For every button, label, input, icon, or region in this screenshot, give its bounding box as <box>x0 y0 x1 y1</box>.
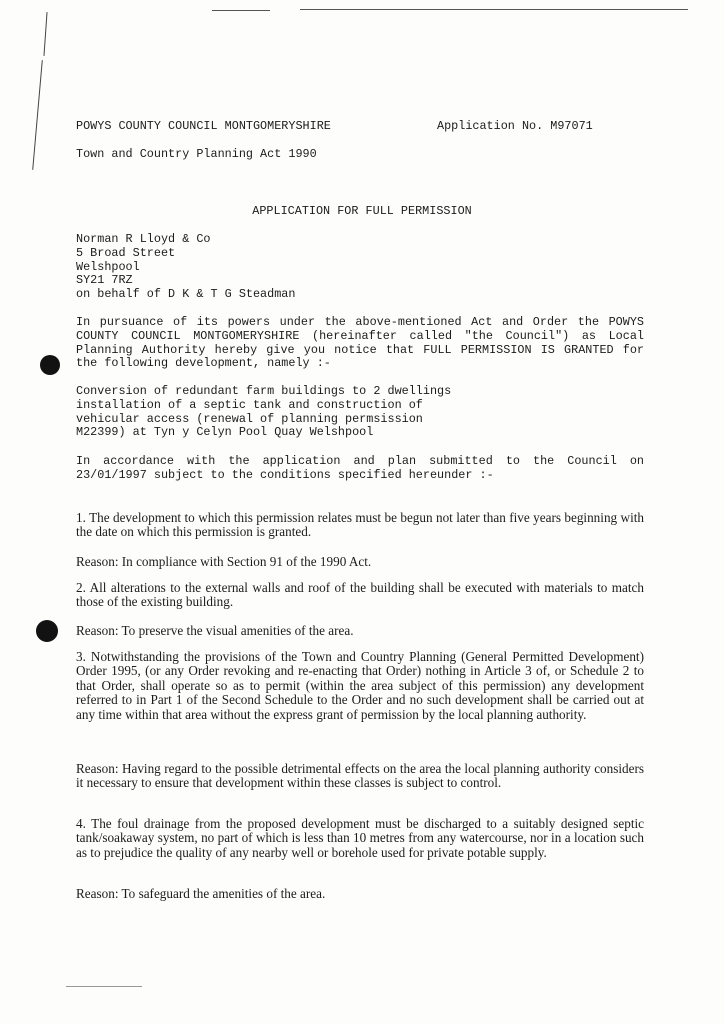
development-line: M22399) at Tyn y Celyn Pool Quay Welshpool <box>76 425 374 440</box>
top-scan-line <box>300 9 688 10</box>
top-scan-line <box>212 10 270 11</box>
document-title: APPLICATION FOR FULL PERMISSION <box>252 204 472 218</box>
development-line: installation of a septic tank and construction of <box>76 397 423 412</box>
address-line: Welshpool <box>76 259 140 274</box>
development-description <box>76 385 644 440</box>
condition-4: 4. The foul drainage from the proposed development must be discharged to a suitably designed septic tank/soakaway system, no part of which is less than 10 metres from any watercourse, nor in a location such as to prejudice the quality of any nearby well or borehole used for private potable supply. <box>76 816 644 860</box>
condition-3: 3. Notwithstanding the provisions of the Town and Country Planning (General Permitted Development) Order 1995, (or any Order revoking and re-enacting that Order) nothing in Article 3 of, or Schedule 2 to that Order, shall operate so as to permit (within the area subject of this permission) any development referred to in Part 1 of the Second Schedule to the Order and no such development shall be carried out at any time within that area without the express grant of permission by the local planning authority. <box>76 649 644 722</box>
binding-mark <box>43 12 47 56</box>
condition-4-reason: Reason: To safeguard the amenities of the area. <box>76 886 326 901</box>
address-line: Norman R Lloyd & Co <box>76 232 211 246</box>
address-line: 5 Broad Street <box>76 245 176 260</box>
development-line: vehicular access (renewal of planning permsission <box>76 411 423 426</box>
application-number: Application No. M97071 <box>437 119 593 133</box>
address-line: SY21 7RZ <box>76 273 133 288</box>
punch-hole <box>36 620 58 642</box>
development-line: Conversion of redundant farm buildings to 2 dwellings <box>76 384 452 398</box>
condition-1: 1. The development to which this permission relates must be begun not later than five years beginning with the date on which this permission is granted. <box>76 510 644 540</box>
bottom-scan-line <box>66 986 142 987</box>
condition-2-reason: Reason: To preserve the visual amenities of the area. <box>76 623 354 638</box>
punch-hole <box>40 355 60 375</box>
accordance-paragraph: In accordance with the application and plan submitted to the Council on 23/01/1997 subject to the conditions specified hereunder :- <box>76 454 644 482</box>
condition-1-reason: Reason: In compliance with Section 91 of the 1990 Act. <box>76 554 372 569</box>
binding-mark <box>32 60 43 170</box>
condition-2: 2. All alterations to the external walls and roof of the building shall be executed with materials to match those of the existing building. <box>76 580 644 610</box>
address-line: on behalf of D K & T G Steadman <box>76 287 296 302</box>
address-block <box>76 233 644 302</box>
condition-3-reason: Reason: Having regard to the possible detrimental effects on the area the local planning authority considers it necessary to ensure that development within these classes is subject to control. <box>76 761 644 791</box>
act-title: Town and Country Planning Act 1990 <box>76 147 317 161</box>
council-name: POWYS COUNTY COUNCIL MONTGOMERYSHIRE <box>76 119 331 133</box>
notice-paragraph: In pursuance of its powers under the above-mentioned Act and Order the POWYS COUNTY COUNCIL MONTGOMERYSHIRE (hereinafter called "the Council") as Local Planning Authority hereby give you notice that FULL PERMISSION IS GRANTED for the following development, namely :- <box>76 315 644 371</box>
